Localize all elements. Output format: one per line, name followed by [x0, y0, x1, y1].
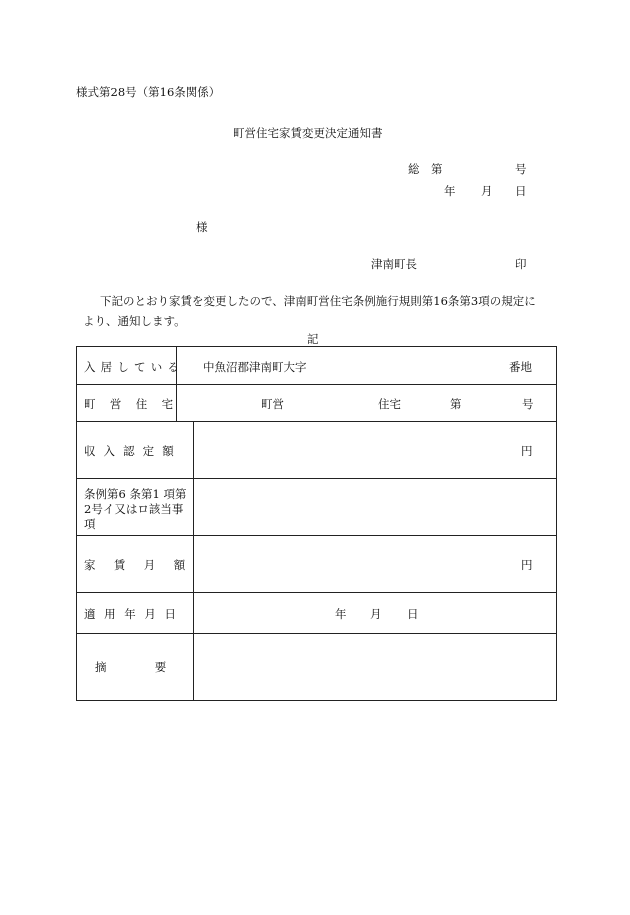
rent-unit: 円: [521, 558, 533, 572]
date-day: 日: [515, 184, 527, 198]
doc-number-mid: 第: [431, 162, 443, 176]
ordinance-line-1: 条例第6 条第1 項第: [84, 487, 187, 501]
doc-number-suffix: 号: [515, 162, 527, 176]
residence-address: 中魚沼郡津南町大字: [203, 360, 307, 374]
page-title: 町営住宅家賃変更決定通知書: [233, 126, 383, 140]
date-month: 月: [481, 184, 493, 198]
housing-label: 町営住宅: [84, 397, 188, 411]
housing-number-suffix: 号: [522, 397, 534, 411]
recipient-suffix: 様: [196, 220, 208, 234]
doc-number-prefix: 総: [408, 162, 420, 176]
ordinance-line-2: 2号イ又はロ該当事: [84, 502, 184, 516]
residence-suffix: 番地: [509, 360, 532, 374]
income-unit: 円: [521, 444, 533, 458]
housing-number-prefix: 第: [450, 397, 462, 411]
housing-town: 町営: [261, 397, 284, 411]
remarks-label: 摘要: [95, 660, 215, 674]
effective-month: 月: [370, 607, 382, 621]
effective-label: 適用年月日: [84, 607, 185, 621]
effective-year: 年: [335, 607, 347, 621]
details-table: [76, 346, 557, 701]
rent-label: 家賃月額: [84, 558, 204, 572]
body-line-1: 下記のとおり家賃を変更したので、津南町営住宅条例施行規則第16条第3項の規定に: [100, 294, 536, 308]
seal-mark: 印: [515, 257, 527, 271]
ordinance-line-3: 項: [84, 517, 96, 531]
issuer-name: 津南町長: [371, 257, 417, 271]
body-line-2: より、通知します。: [83, 314, 186, 328]
date-year: 年: [444, 184, 456, 198]
residence-label: 入居している: [84, 360, 185, 374]
form-number: 様式第28号（第16条関係）: [76, 85, 221, 99]
income-label: 収入認定額: [84, 444, 182, 458]
housing-residence: 住宅: [378, 397, 401, 411]
ki-heading: 記: [307, 332, 319, 346]
effective-day: 日: [407, 607, 419, 621]
